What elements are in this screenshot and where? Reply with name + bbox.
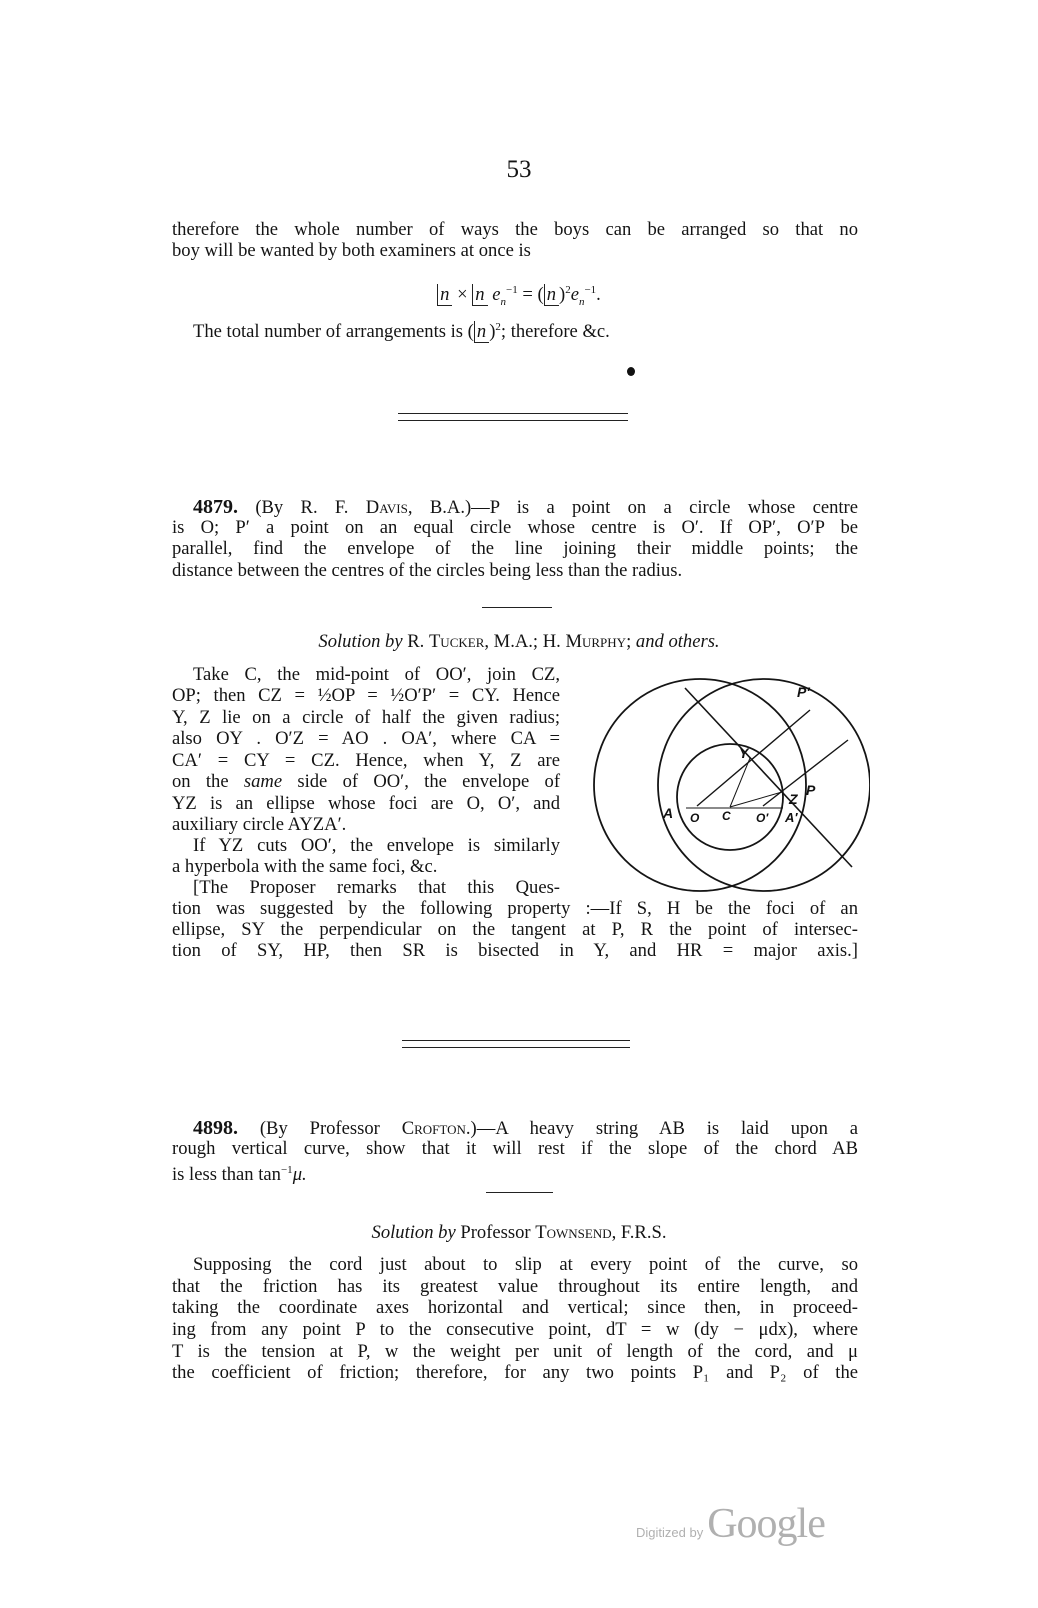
text-line: ellipse, SY the perpendicular on the tangent at P, R the point of intersec- [172, 919, 858, 940]
label-z: Z [789, 791, 798, 807]
solution-heading: Solution by Professor Townsend, F.R.S. [371, 1222, 667, 1243]
text-line: Supposing the cord just about to slip at every point of the curve, so [193, 1254, 858, 1275]
circle-o-prime [658, 679, 870, 891]
text-line: taking the coordinate axes horizontal and vertical; since then, in proceed- [172, 1297, 858, 1318]
divider [402, 1040, 630, 1041]
text-line: OP; then CZ = ½OP = ½O′P′ = CY. Hence [172, 685, 560, 706]
label-y: Y [739, 745, 749, 761]
formula: n × n $e_n^{-1}$ = ( n )$^2e_n^{-1}$. [0, 279, 1038, 313]
solution-heading: Solution by R. Tucker, M.A.; H. Murphy; and others. [318, 631, 720, 652]
google-watermark: Digitized by Google [636, 1501, 825, 1547]
text-line: T is the tension at P, w the weight per unit of length of the cord, and μ [172, 1341, 858, 1362]
text-line: that the friction has its greatest value throughout its entire length, and [172, 1276, 858, 1297]
text-line: YZ is an ellipse whose foci are O, O′, and [172, 793, 560, 814]
text-line: tion of SY, HP, then SR is bisected in Y, and HR = major axis.] [172, 940, 858, 961]
text-line: rough vertical curve, show that it will rest if the slope of the chord AB [172, 1138, 858, 1159]
label-a-prime: A′ [785, 810, 798, 825]
text-line: is less than $\tan^{-1}\mu$. [172, 1164, 307, 1186]
text-line: Y, Z lie on a circle of half the given radius; [172, 707, 560, 728]
auxiliary-circle [677, 744, 783, 850]
text-line: boy will be wanted by both examiners at once is [172, 240, 531, 261]
divider [402, 1047, 630, 1048]
circles-diagram [570, 660, 870, 905]
label-o: O [690, 811, 700, 825]
text-line: CA′ = CY = CZ. Hence, when Y, Z are [172, 750, 560, 771]
text-line: auxiliary circle AYZA′. [172, 814, 347, 835]
divider [398, 413, 628, 414]
text-line: distance between the centres of the circles being less than the radius. [172, 560, 683, 581]
text-line: [The Proposer remarks that this Ques- [193, 877, 560, 898]
ink-dot [627, 367, 635, 376]
text-line: on the same side of OO′, the envelope of [172, 771, 561, 792]
text-line: If YZ cuts OO′, the envelope is similarly [193, 835, 560, 856]
line-cz [730, 792, 782, 807]
divider [482, 607, 552, 608]
label-a: A [663, 805, 674, 821]
divider [486, 1192, 553, 1193]
question-heading: 4898. (By Professor Crofton.)—A heavy string AB is laid upon a [193, 1117, 858, 1139]
text-line: parallel, find the envelope of the line joining their middle points; the [172, 538, 858, 559]
line-yz [685, 688, 852, 867]
divider [398, 420, 628, 421]
text-line: also OY . O′Z = AO . OA′, where CA = [172, 728, 560, 749]
label-c: C [722, 809, 731, 823]
circle-o [594, 679, 806, 891]
text-line: the coefficient of friction; therefore, for any two points P₁ and P₂ of the [172, 1362, 858, 1383]
label-p-prime: P′ [797, 684, 810, 700]
text-line: Take C, the mid-point of OO′, join CZ, [193, 664, 560, 685]
text-line: is O; P′ a point on an equal circle whose centre is O′. If OP′, O′P be [172, 517, 858, 538]
text-line: a hyperbola with the same foci, &c. [172, 856, 438, 877]
label-o-prime: O′ [756, 811, 769, 825]
text-line: therefore the whole number of ways the boys can be arranged so that no [172, 219, 858, 240]
text-line: ing from any point P to the consecutive point, dT = w (dy − μdx), where [172, 1319, 858, 1340]
page-number: 53 [506, 156, 532, 183]
text-line: The total number of arrangements is ( n )$^2$; therefore &c. [193, 321, 610, 343]
text-line: tion was suggested by the following property :—If S, H be the foci of an [172, 898, 858, 919]
line-cy [730, 758, 750, 807]
question-heading: 4879. (By R. F. Davis, B.A.)—P is a point on a circle whose centre [193, 496, 858, 518]
label-p: P [806, 782, 816, 798]
